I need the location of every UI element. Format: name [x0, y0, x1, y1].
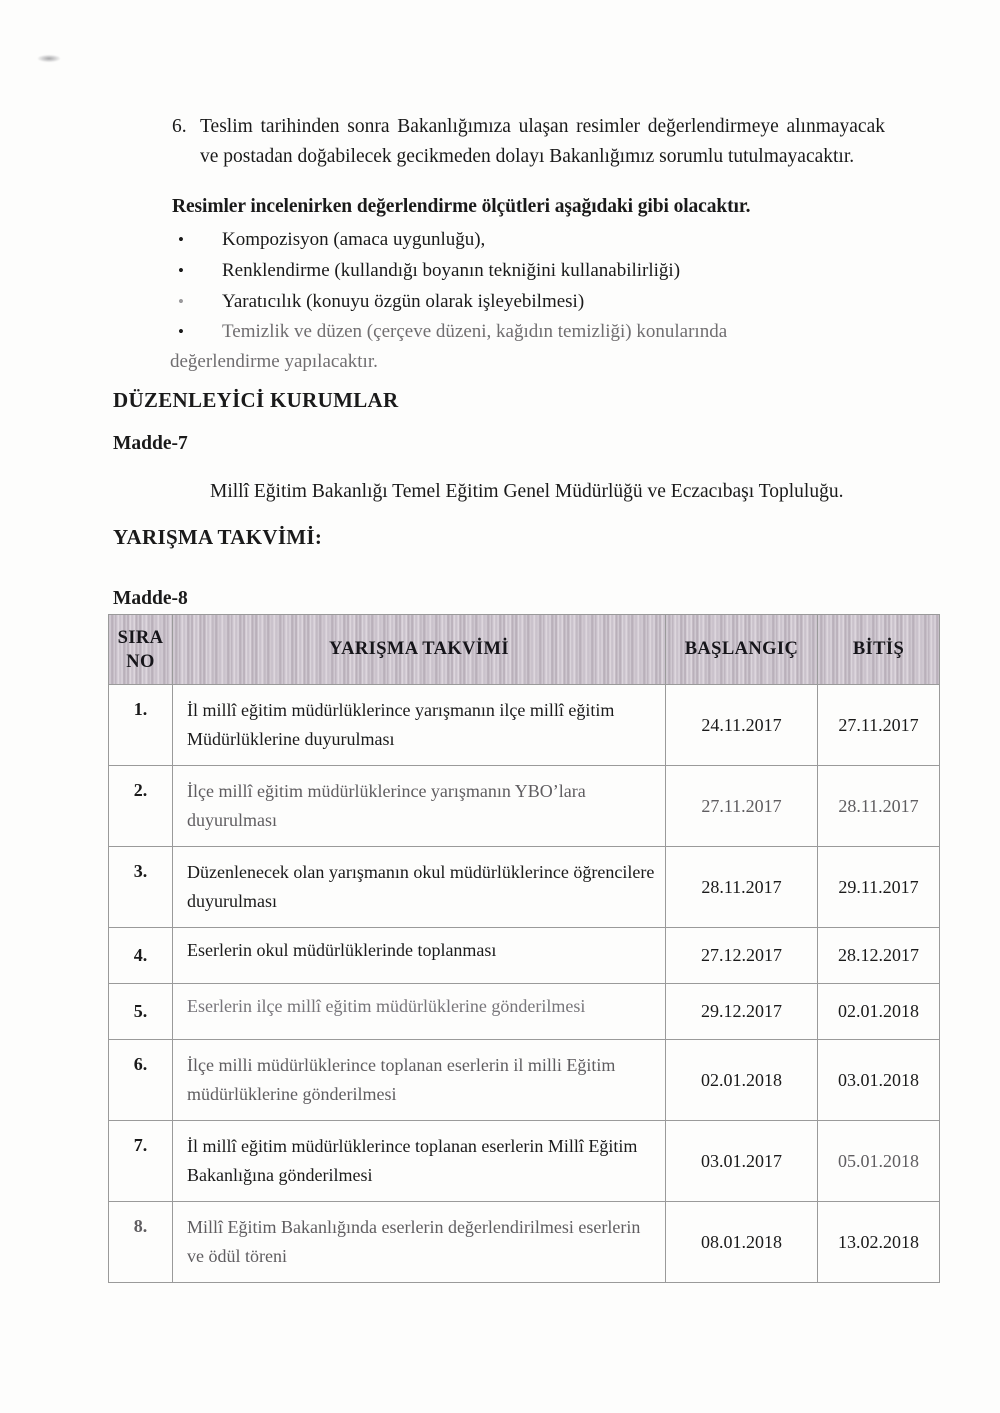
- row-start-date: 27.11.2017: [666, 766, 818, 847]
- column-header-start: BAŞLANGIÇ: [666, 615, 818, 685]
- column-header-task: YARIŞMA TAKVİMİ: [173, 615, 666, 685]
- section-heading-organizers: DÜZENLEYİCİ KURUMLAR: [113, 388, 399, 412]
- schedule-table: [108, 614, 940, 1283]
- row-task: İlçe milli müdürlüklerince toplanan eserlerin il milli Eğitim müdürlüklerine gönderilmesi: [173, 1040, 666, 1121]
- schedule-table-wrapper: [108, 614, 939, 1283]
- scan-artifact-mark: [38, 55, 60, 62]
- row-task: Düzenlenecek olan yarışmanın okul müdürlüklerince öğrencilere duyurulması: [173, 847, 666, 928]
- row-end-date: 28.11.2017: [818, 766, 940, 847]
- organizers-body-text: Millî Eğitim Bakanlığı Temel Eğitim Genel Müdürlüğü ve Eczacıbaşı Topluluğu.: [210, 481, 844, 502]
- row-task: Millî Eğitim Bakanlığında eserlerin değerlendirilmesi eserlerin ve ödül töreni: [173, 1202, 666, 1283]
- row-start-date: 28.11.2017: [666, 847, 818, 928]
- row-number: 6.: [109, 1040, 173, 1121]
- row-end-date: 13.02.2018: [818, 1202, 940, 1283]
- table-row: [109, 928, 940, 984]
- list-item: [170, 224, 885, 255]
- criteria-list: [170, 224, 885, 317]
- clause-number: 6.: [172, 116, 187, 137]
- row-end-date: 27.11.2017: [818, 685, 940, 766]
- article-label-8: Madde-8: [113, 588, 188, 609]
- bullet-dot-icon: •: [178, 292, 184, 311]
- row-number: 7.: [109, 1121, 173, 1202]
- criteria-last-item: [170, 317, 885, 377]
- criteria-last-text: Temizlik ve düzen (çerçeve düzeni, kağıdın temizliği) konularında: [222, 321, 728, 342]
- list-item-label: Yaratıcılık (konuyu özgün olarak işleyebilmesi): [222, 291, 585, 312]
- row-start-date: 02.01.2018: [666, 1040, 818, 1121]
- table-row: [109, 1202, 940, 1283]
- row-number: 4.: [109, 928, 173, 984]
- column-header-sira-line1: SIRA: [117, 627, 164, 648]
- row-number: 2.: [109, 766, 173, 847]
- row-end-date: 05.01.2018: [818, 1121, 940, 1202]
- row-task: Eserlerin okul müdürlüklerinde toplanması: [173, 928, 666, 984]
- list-item: [170, 255, 885, 286]
- row-start-date: 29.12.2017: [666, 984, 818, 1040]
- row-start-date: 24.11.2017: [666, 685, 818, 766]
- row-task: İlçe millî eğitim müdürlüklerince yarışmanın YBO’lara duyurulması: [173, 766, 666, 847]
- list-item-label: Kompozisyon (amaca uygunluğu),: [222, 229, 486, 250]
- row-start-date: 03.01.2017: [666, 1121, 818, 1202]
- table-row: [109, 766, 940, 847]
- table-row: [109, 1121, 940, 1202]
- row-number: 8.: [109, 1202, 173, 1283]
- row-task: Eserlerin ilçe millî eğitim müdürlüklerine gönderilmesi: [173, 984, 666, 1040]
- list-item: [170, 286, 885, 317]
- article-label-7: Madde-7: [113, 433, 188, 454]
- table-header-row: [109, 615, 940, 685]
- criteria-last-continuation: değerlendirme yapılacaktır.: [170, 351, 378, 372]
- row-number: 1.: [109, 685, 173, 766]
- row-number: 3.: [109, 847, 173, 928]
- column-header-end: BİTİŞ: [818, 615, 940, 685]
- row-end-date: 29.11.2017: [818, 847, 940, 928]
- row-end-date: 28.12.2017: [818, 928, 940, 984]
- table-row: [109, 685, 940, 766]
- list-item-label: Renklendirme (kullandığı boyanın tekniğini kullanabilirliği): [222, 260, 681, 281]
- clause-paragraph: [172, 112, 885, 172]
- bullet-dot-icon: •: [178, 261, 184, 280]
- table-row: [109, 847, 940, 928]
- column-header-sira-no: [109, 615, 173, 685]
- bullet-dot-icon: •: [178, 230, 184, 249]
- row-end-date: 03.01.2018: [818, 1040, 940, 1121]
- schedule-table-body: [109, 685, 940, 1283]
- column-header-sira-line2: NO: [126, 651, 155, 672]
- row-task: İl millî eğitim müdürlüklerince toplanan eserlerin Millî Eğitim Bakanlığına gönderilmesi: [173, 1121, 666, 1202]
- clause-text: Teslim tarihinden sonra Bakanlığımıza ulaşan resimler değerlendirmeye alınmayacak ve postadan doğabilecek gecikmeden dolayı Bakanlığımız sorumlu tutulmayacaktır.: [200, 116, 885, 167]
- row-start-date: 08.01.2018: [666, 1202, 818, 1283]
- row-start-date: 27.12.2017: [666, 928, 818, 984]
- table-row: [109, 984, 940, 1040]
- table-row: [109, 1040, 940, 1121]
- bullet-dot-icon: •: [178, 322, 184, 341]
- row-task: İl millî eğitim müdürlüklerince yarışmanın ilçe millî eğitim Müdürlüklerine duyurulması: [173, 685, 666, 766]
- row-end-date: 02.01.2018: [818, 984, 940, 1040]
- section-heading-schedule: YARIŞMA TAKVİMİ:: [113, 525, 323, 549]
- criteria-intro-heading: Resimler incelenirken değerlendirme ölçütleri aşağıdaki gibi olacaktır.: [172, 196, 751, 217]
- row-number: 5.: [109, 984, 173, 1040]
